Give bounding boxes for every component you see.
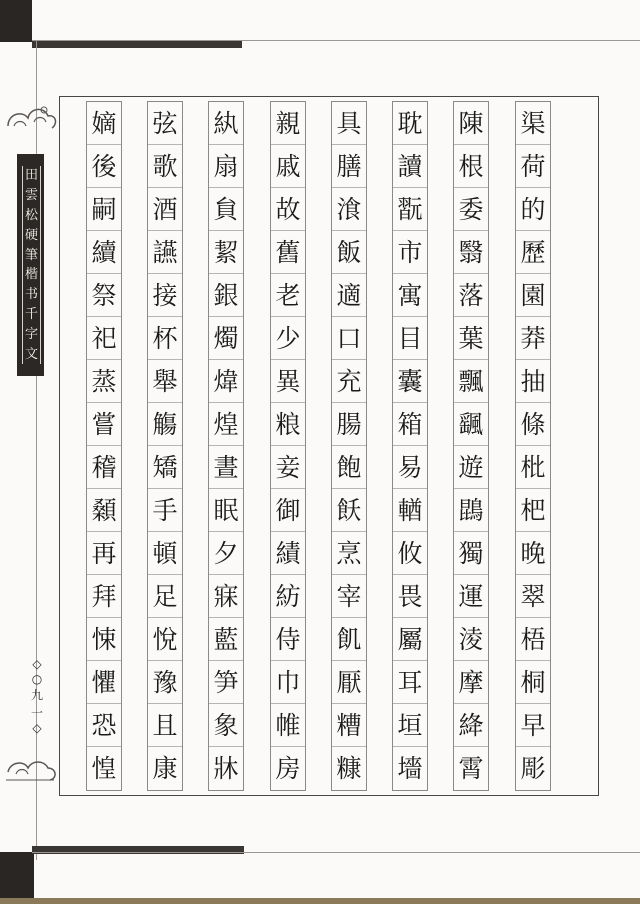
character-cell: 燭 bbox=[209, 317, 243, 360]
character-cell: 囊 bbox=[393, 360, 427, 403]
character-cell: 屬 bbox=[393, 618, 427, 661]
character-cell: 適 bbox=[332, 274, 366, 317]
character-cell: 妾 bbox=[271, 446, 305, 489]
character-cell: 且 bbox=[148, 704, 182, 747]
character-cell: 銀 bbox=[209, 274, 243, 317]
character-cell: 摩 bbox=[454, 661, 488, 704]
character-cell: 墻 bbox=[397, 754, 423, 783]
bottom-left-corner-block bbox=[0, 852, 34, 904]
bottom-rule bbox=[32, 852, 640, 853]
character-cell: 續 bbox=[87, 231, 121, 274]
book-title-char: 田 bbox=[24, 168, 38, 184]
character-cell: 根 bbox=[454, 145, 488, 188]
character-cell: 貟 bbox=[209, 188, 243, 231]
character-cell: 寓 bbox=[393, 274, 427, 317]
character-cell: 飢 bbox=[332, 618, 366, 661]
text-column bbox=[270, 101, 306, 791]
character-cell: 拜 bbox=[87, 575, 121, 618]
character-cell: 耽 bbox=[393, 102, 427, 145]
character-cell: 歷 bbox=[516, 231, 550, 274]
top-black-bar bbox=[32, 40, 242, 48]
character-cell: 恐 bbox=[87, 704, 121, 747]
character-cell: 糟 bbox=[332, 704, 366, 747]
character-cell: 後 bbox=[87, 145, 121, 188]
character-cell: 絳 bbox=[454, 704, 488, 747]
character-cell: 舉 bbox=[148, 360, 182, 403]
character-cell: 易 bbox=[393, 446, 427, 489]
character-cell: 顙 bbox=[87, 489, 121, 532]
character-cell: 鵾 bbox=[454, 489, 488, 532]
character-cell: 紈 bbox=[209, 102, 243, 145]
character-cell: 稽 bbox=[87, 446, 121, 489]
character-cell: 市 bbox=[393, 231, 427, 274]
character-cell: 飯 bbox=[332, 231, 366, 274]
character-cell: 烹 bbox=[332, 532, 366, 575]
character-cell: 矯 bbox=[148, 446, 182, 489]
character-cell: 晚 bbox=[516, 532, 550, 575]
character-cell: 舊 bbox=[271, 231, 305, 274]
character-cell: 眠 bbox=[209, 489, 243, 532]
character-cell: 彫 bbox=[520, 754, 546, 783]
diamond-icon: ◇ bbox=[32, 657, 42, 671]
book-title-char: 文 bbox=[24, 346, 38, 362]
character-cell: 親 bbox=[271, 102, 305, 145]
character-cell: 讌 bbox=[148, 231, 182, 274]
character-cell: 康 bbox=[152, 754, 178, 783]
character-cell: 垣 bbox=[393, 704, 427, 747]
text-column bbox=[208, 101, 244, 791]
character-cell: 弦 bbox=[148, 102, 182, 145]
page-number-char: 一 bbox=[30, 705, 43, 720]
book-title-char: 雲 bbox=[24, 188, 38, 204]
character-cell: 梧 bbox=[516, 618, 550, 661]
character-cell: 飫 bbox=[332, 489, 366, 532]
character-cell: 攸 bbox=[393, 532, 427, 575]
book-title-char: 硬 bbox=[24, 227, 38, 243]
character-cell: 晝 bbox=[209, 446, 243, 489]
book-title-char: 松 bbox=[24, 207, 38, 223]
character-cell: 悚 bbox=[87, 618, 121, 661]
book-title-char: 书 bbox=[24, 287, 38, 303]
character-cell: 績 bbox=[271, 532, 305, 575]
character-cell: 耳 bbox=[393, 661, 427, 704]
character-cell: 葉 bbox=[454, 317, 488, 360]
text-column bbox=[147, 101, 183, 791]
book-title bbox=[22, 166, 41, 364]
text-column bbox=[392, 101, 428, 791]
character-cell: 懼 bbox=[87, 661, 121, 704]
cloud-ornament-icon bbox=[4, 752, 60, 788]
character-cell: 嘗 bbox=[87, 403, 121, 446]
character-cell: 腸 bbox=[332, 403, 366, 446]
character-cell: 畏 bbox=[393, 575, 427, 618]
character-cell: 具 bbox=[332, 102, 366, 145]
character-cell: 落 bbox=[454, 274, 488, 317]
page-number bbox=[30, 657, 44, 735]
character-cell: 莽 bbox=[516, 317, 550, 360]
cloud-ornament-icon bbox=[4, 96, 60, 136]
character-cell: 翫 bbox=[393, 188, 427, 231]
character-cell: 遊 bbox=[454, 446, 488, 489]
character-cell: 房 bbox=[275, 754, 301, 783]
character-cell: 象 bbox=[209, 704, 243, 747]
character-cell: 早 bbox=[516, 704, 550, 747]
character-cell: 委 bbox=[454, 188, 488, 231]
character-cell: 枇 bbox=[516, 446, 550, 489]
character-cell: 紡 bbox=[271, 575, 305, 618]
character-cell: 湌 bbox=[332, 188, 366, 231]
character-cell: 渠 bbox=[516, 102, 550, 145]
character-cell: 帷 bbox=[271, 704, 305, 747]
character-cell: 目 bbox=[393, 317, 427, 360]
text-column bbox=[515, 101, 551, 791]
character-cell: 霄 bbox=[458, 754, 484, 783]
character-cell: 夕 bbox=[209, 532, 243, 575]
character-cell: 條 bbox=[516, 403, 550, 446]
character-cell: 巾 bbox=[271, 661, 305, 704]
character-cell: 嫡 bbox=[87, 102, 121, 145]
character-cell: 頓 bbox=[148, 532, 182, 575]
character-cell: 輶 bbox=[393, 489, 427, 532]
character-cell: 故 bbox=[271, 188, 305, 231]
character-cell: 異 bbox=[271, 360, 305, 403]
character-cell: 蒸 bbox=[87, 360, 121, 403]
character-cell: 接 bbox=[148, 274, 182, 317]
character-cell: 手 bbox=[148, 489, 182, 532]
character-cell: 笋 bbox=[209, 661, 243, 704]
page-number-char: 九 bbox=[30, 688, 43, 702]
character-cell: 翳 bbox=[454, 231, 488, 274]
character-cell: 杯 bbox=[148, 317, 182, 360]
character-cell: 祀 bbox=[87, 317, 121, 360]
character-cell: 觴 bbox=[148, 403, 182, 446]
character-cell: 扇 bbox=[209, 145, 243, 188]
character-cell: 陳 bbox=[454, 102, 488, 145]
character-cell: 悅 bbox=[148, 618, 182, 661]
character-cell: 膳 bbox=[332, 145, 366, 188]
character-cell: 再 bbox=[87, 532, 121, 575]
diamond-icon: ◇ bbox=[32, 721, 42, 735]
character-cell: 惶 bbox=[91, 754, 117, 783]
text-column bbox=[453, 101, 489, 791]
character-cell: 口 bbox=[332, 317, 366, 360]
character-cell: 園 bbox=[516, 274, 550, 317]
character-cell: 少 bbox=[271, 317, 305, 360]
character-cell: 絜 bbox=[209, 231, 243, 274]
character-cell: 侍 bbox=[271, 618, 305, 661]
character-cell: 的 bbox=[516, 188, 550, 231]
character-cell: 祭 bbox=[87, 274, 121, 317]
character-cell: 荷 bbox=[516, 145, 550, 188]
character-cell: 足 bbox=[148, 575, 182, 618]
character-cell: 飽 bbox=[332, 446, 366, 489]
character-cell: 戚 bbox=[271, 145, 305, 188]
bottom-edge-stripe bbox=[0, 898, 640, 904]
character-cell: 宰 bbox=[332, 575, 366, 618]
character-cell: 歌 bbox=[148, 145, 182, 188]
page-number-char: ○ bbox=[31, 671, 43, 686]
character-cell: 嗣 bbox=[87, 188, 121, 231]
character-cell: 讀 bbox=[393, 145, 427, 188]
character-cell: 藍 bbox=[209, 618, 243, 661]
character-cell: 粮 bbox=[271, 403, 305, 446]
character-cell: 颻 bbox=[454, 403, 488, 446]
text-column bbox=[86, 101, 122, 791]
character-cell: 充 bbox=[332, 360, 366, 403]
character-cell: 抽 bbox=[516, 360, 550, 403]
character-cell: 寐 bbox=[209, 575, 243, 618]
character-cell: 牀 bbox=[213, 754, 239, 783]
character-cell: 糠 bbox=[336, 754, 362, 783]
character-cell: 獨 bbox=[454, 532, 488, 575]
character-cell: 桐 bbox=[516, 661, 550, 704]
book-title-char: 字 bbox=[24, 326, 38, 342]
character-cell: 酒 bbox=[148, 188, 182, 231]
character-cell: 厭 bbox=[332, 661, 366, 704]
character-cell: 淩 bbox=[454, 618, 488, 661]
character-cell: 運 bbox=[454, 575, 488, 618]
text-column bbox=[331, 101, 367, 791]
character-cell: 箱 bbox=[393, 403, 427, 446]
character-cell: 煌 bbox=[209, 403, 243, 446]
character-cell: 翠 bbox=[516, 575, 550, 618]
character-cell: 飄 bbox=[454, 360, 488, 403]
character-cell: 煒 bbox=[209, 360, 243, 403]
character-cell: 豫 bbox=[148, 661, 182, 704]
book-title-char: 千 bbox=[24, 306, 38, 322]
character-cell: 御 bbox=[271, 489, 305, 532]
book-title-char: 筆 bbox=[24, 247, 38, 263]
top-rule bbox=[32, 40, 640, 41]
book-title-strip bbox=[17, 154, 44, 376]
character-cell: 老 bbox=[271, 274, 305, 317]
book-title-char: 楷 bbox=[24, 267, 38, 283]
character-cell: 杷 bbox=[516, 489, 550, 532]
top-left-corner-block bbox=[0, 0, 32, 42]
